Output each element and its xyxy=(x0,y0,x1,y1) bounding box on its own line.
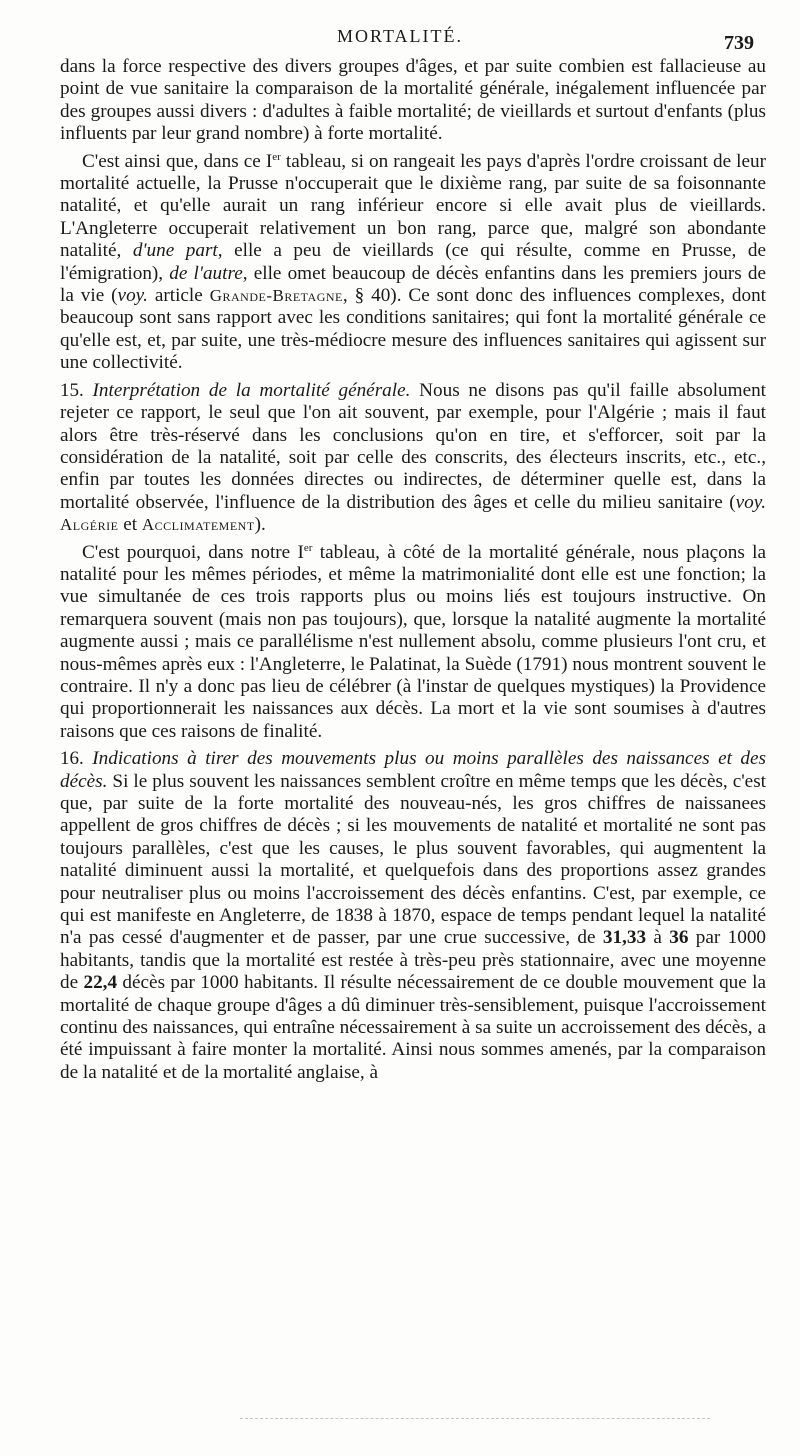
cross-reference: Acclimatement xyxy=(141,515,255,535)
section-number: 16. xyxy=(60,748,84,770)
cross-reference: Algérie xyxy=(60,515,119,535)
body-text xyxy=(60,56,766,1089)
figure-value: 36 xyxy=(669,927,689,949)
section-heading: Interprétation de la mortalité générale. xyxy=(92,379,411,401)
footer-rule xyxy=(240,1418,710,1419)
paragraph-tableau-ranking: C'est ainsi que, dans ce Ier tableau, si on rangeait les pays d'après l'ordre croissant de leur mortalité actuelle, la Prusse n'occuperait que le dixième rang, par suite de sa foisonnante natalité, et qu'elle aurait un rang inférieur encore si elle avait plus de vieillards. L'Angleterre occuperait relativement un bon rang, parce que, malgré son abondante natalité, d'une part, elle a peu de vieillards (ce qui résulte, comme en Prusse, de l'émigration), de l'autre, elle omet beaucoup de décès enfantins dans les premiers jours de la vie (voy. article Grande-Bretagne, § 40). Ce sont donc des influences complexes, dont beaucoup sont sans rapport avec les conditions sanitaires; qui font la mortalité générale ce qu'elle est, et, par suite, une très-médiocre mesure des influences sanitaires qui agissent sur une collectivité. xyxy=(60,150,767,374)
section-number: 15. xyxy=(60,379,84,401)
cross-reference: Grande-Bretagne xyxy=(209,286,343,306)
page-header xyxy=(0,22,800,52)
running-title: MORTALITÉ. xyxy=(337,26,463,46)
superscript-er: er xyxy=(272,150,281,163)
section-16: 16. Indications à tirer des mouvements plus ou moins parallèles des naissances et des décès. Si le plus souvent les naissances semblent croître en même temps que les décès, c'est que, par suite de la forte mortalité des nouveau-nés, les gros chiffres de naissanees appellent de gros chiffres de décès ; si les mouvements de natalité et mortalité ne sont pas toujours parallèles, c'est que les causes, le plus souvent favorables, qui augmentent la natalité diminuent aussi la mortalité, et quelquefois dans des proportions assez grandes pour neutraliser plus ou moins l'accroissement des décès enfantins. C'est, par exemple, ce qui est manifeste en Angleterre, de 1838 à 1870, espace de temps pendant lequel la natalité n'a pas cessé d'augmenter et de passer, par une crue successive, de 31,33 à 36 par 1000 habitants, tandis que la mortalité est restée à très-peu près stationnaire, avec une moyenne de 22,4 décès par 1000 habitants. Il résulte nécessairement de ce double mouvement que la mortalité de chaque groupe d'âges a dû diminuer très-sensiblement, puisque l'accroissement continu des naissances, qui entraîne nécessairement à sa suite un accroissement des décès, a été impuissant à faire monter la mortalité. Ainsi nous sommes amenés, par la comparaison de la natalité et de la mortalité anglaise, à xyxy=(60,748,767,1083)
figure-value: 22,4 xyxy=(83,972,118,994)
superscript-er: er xyxy=(303,541,313,554)
section-heading: Indications à tirer des mouvements plus ou moins parallèles des naissances et des décès. xyxy=(60,748,766,792)
page-number: 739 xyxy=(724,32,754,54)
figure-value: 31,33 xyxy=(602,927,647,949)
section-15: 15. Interprétation de la mortalité générale. Nous ne disons pas qu'il faille absolument rejeter ce rapport, le seul que l'on ait souvent, par exemple, pour l'Algérie ; mais il faut alors être très-réservé dans les conclusions qu'on en tire, et s'efforcer, soit par la considération de la natalité, soit par celle des conscrits, des électeurs inscrits, etc., etc., enfin par toutes les données directes ou indirectes, de déterminer quelle est, dans la mortalité observée, l'influence de la distribution des âges et celle du milieu sanitaire (voy. Algérie et Acclimatement). xyxy=(60,379,767,536)
paragraph-continuation: dans la force respective des divers groupes d'âges, et par suite combien est fallacieuse au point de vue sanitaire la comparaison de la mortalité générale, inégalement influencée par des groupes aussi divers : d'adultes à faible mortalité; de vieillards et surtout d'enfants (plus influents par leur grand nombre) à forte mortalité. xyxy=(60,56,766,145)
paragraph-natalite: C'est pourquoi, dans notre Ier tableau, à côté de la mortalité générale, nous plaçons la natalité pour les mêmes périodes, et même la matrimonialité dont elle est une fonction; la vue simultanée de ces trois rapports plus ou moins liés est toujours instructive. On remarquera souvent (mais non pas toujours), que, lorsque la natalité augmente la mortalité augmente aussi ; mais ce parallélisme n'est nullement absolu, comme plusieurs l'ont cru, et nous-mêmes après eux : l'Angleterre, le Palatinat, la Suède (1791) nous montrent souvent le contraire. Il n'y a donc pas lieu de célébrer (à l'instar de quelques mystiques) la Providence qui proportionnerait les naissances aux décès. La mort et la vie sont soumises à d'autres raisons que ces raisons de finalité. xyxy=(60,541,766,742)
